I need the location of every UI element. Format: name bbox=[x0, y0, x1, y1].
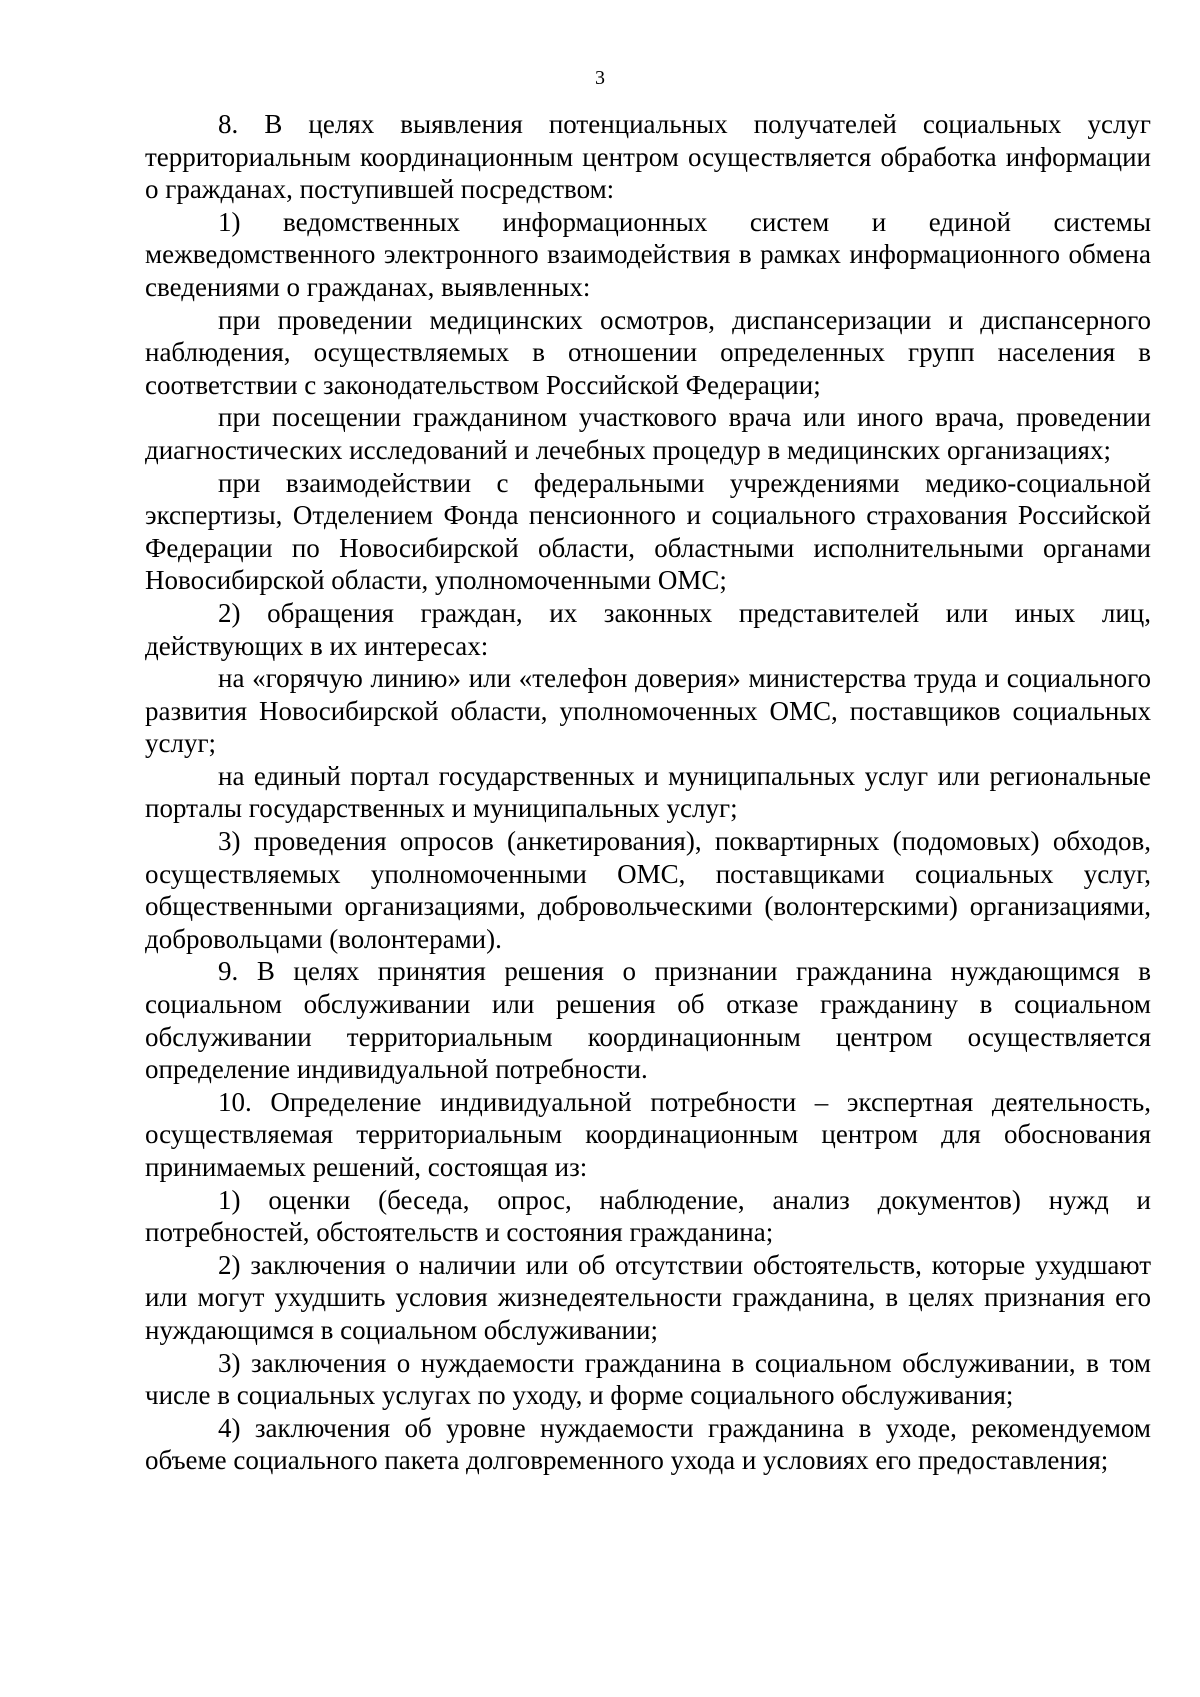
paragraph-8-item-1-medical-checkups: при проведении медицинских осмотров, диспансеризации и диспансерного наблюдения, осуществляемых в отношении определенных групп населения в соответствии с законодательством Российской Федерации; bbox=[145, 304, 1151, 400]
paragraph-10-item-2: 2) заключения о наличии или об отсутствии обстоятельств, которые ухудшают или могут ухудшить условия жизнедеятельности гражданина, в целях признания его нуждающимся в социальном обслуживании; bbox=[145, 1249, 1151, 1345]
paragraph-10-item-3: 3) заключения о нуждаемости гражданина в социальном обслуживании, в том числе в социальных услугах по уходу, и форме социального обслуживания; bbox=[145, 1347, 1151, 1411]
paragraph-8-item-1-doctor-visits: при посещении гражданином участкового врача или иного врача, проведении диагностических исследований и лечебных процедур в медицинских организациях; bbox=[145, 402, 1151, 465]
paragraph-9: 9. В целях принятия решения о признании гражданина нуждающимся в социальном обслуживании или решения об отказе гражданину в социальном обслуживании территориальным координационным центром осуществляется определение индивидуальной потребности. bbox=[145, 956, 1151, 1085]
paragraph-8-item-2: 2) обращения граждан, их законных представителей или иных лиц, действующих в их интересах: bbox=[145, 597, 1151, 661]
paragraph-8: 8. В целях выявления потенциальных получателей социальных услуг территориальным координационным центром осуществляется обработка информации о гражданах, поступившей посредством: bbox=[145, 109, 1151, 205]
paragraph-8-item-3: 3) проведения опросов (анкетирования), поквартирных (подомовых) обходов, осуществляемых уполномоченными ОМС, поставщиками социальных услуг, общественными организациями, добровольческими (волонтерскими) организациями, добровольцами (волонтерами). bbox=[145, 826, 1151, 954]
document-body bbox=[145, 108, 1151, 1477]
paragraph-10-item-1: 1) оценки (беседа, опрос, наблюдение, анализ документов) нужд и потребностей, обстоятельств и состояния гражданина; bbox=[145, 1184, 1151, 1248]
paragraph-8-item-2-hotline: на «горячую линию» или «телефон доверия» министерства труда и социального развития Новосибирской области, уполномоченных ОМС, поставщиков социальных услуг; bbox=[145, 663, 1151, 759]
paragraph-8-item-2-portal: на единый портал государственных и муниципальных услуг или региональные порталы государственных и муниципальных услуг; bbox=[145, 760, 1151, 824]
paragraph-10-item-4: 4) заключения об уровне нуждаемости гражданина в уходе, рекомендуемом объеме социального пакета долговременного ухода и условиях его предоставления; bbox=[145, 1412, 1151, 1476]
paragraph-8-item-1: 1) ведомственных информационных систем и единой системы межведомственного электронного взаимодействия в рамках информационного обмена сведениями о гражданах, выявленных: bbox=[145, 206, 1151, 302]
paragraph-8-item-1-agency-cooperation: при взаимодействии с федеральными учреждениями медико-социальной экспертизы, Отделением Фонда пенсионного и социального страхования Российской Федерации по Новосибирской области, областными исполнительными органами Новосибирской области, уполномоченными ОМС; bbox=[145, 467, 1151, 596]
paragraph-10: 10. Определение индивидуальной потребности – экспертная деятельность, осуществляемая территориальным координационным центром для обоснования принимаемых решений, состоящая из: bbox=[145, 1086, 1151, 1182]
page-number: 3 bbox=[595, 67, 605, 89]
